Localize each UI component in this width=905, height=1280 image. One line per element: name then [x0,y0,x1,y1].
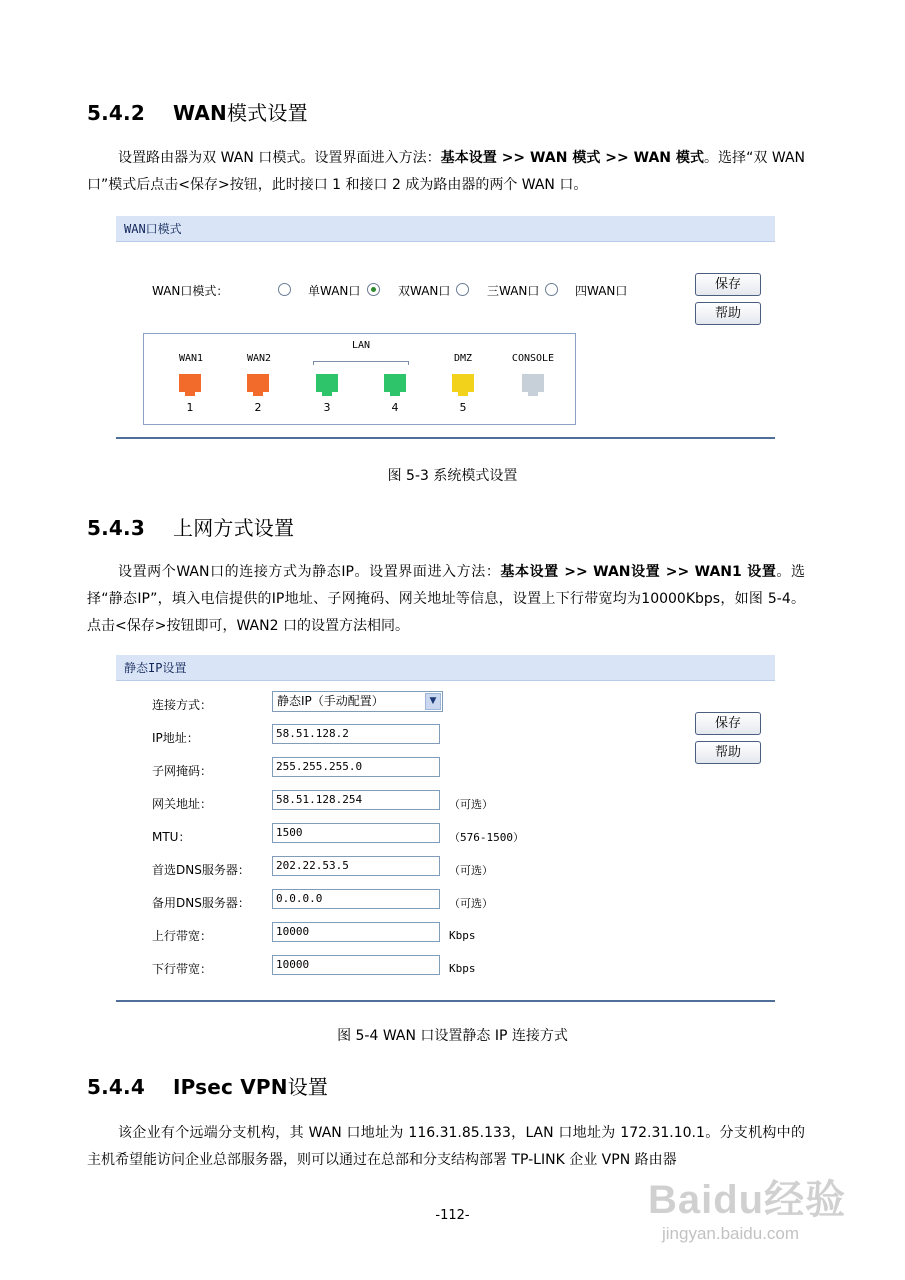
primary-dns-input[interactable]: 202.22.53.5 [272,856,440,876]
port-number: 4 [391,401,399,414]
port-number: 3 [323,401,331,414]
upstream-bandwidth-label: 上行带宽： [152,929,213,943]
save-button[interactable]: 保存 [695,712,761,735]
chevron-down-icon[interactable]: ▼ [425,693,441,710]
watermark-brand: Baidu经验 [648,1178,847,1222]
radio-dual-wan[interactable] [367,283,380,296]
section-heading-544 [87,1071,328,1100]
section-number: 5.4.3 [87,516,145,540]
menu-path: 基本设置 >> WAN设置 >> WAN1 设置 [500,564,777,580]
section-title-en: WAN [173,101,227,125]
secondary-dns-input[interactable]: 0.0.0.0 [272,889,440,909]
lan-bracket [313,361,409,365]
radio-quad-wan[interactable] [545,283,558,296]
conn-type-value: 静态IP（手动配置） [277,694,384,708]
ethernet-port-icon [384,374,406,392]
help-button[interactable]: 帮助 [695,302,761,325]
downstream-bandwidth-label: 下行带宽： [152,962,213,976]
section-title-en: IPsec VPN [173,1075,288,1099]
primary-dns-label: 首选DNS服务器： [152,863,250,877]
downstream-unit: Kbps [449,962,476,975]
section-title-cn: 设置 [287,1075,329,1099]
subnet-mask-label: 子网掩码： [152,764,213,778]
watermark-url: jingyan.baidu.com [662,1224,800,1243]
save-button[interactable]: 保存 [695,273,761,296]
port-label-wan2: WAN2 [246,353,272,364]
section-heading-543 [87,512,294,541]
option-quad-wan: 四WAN口 [575,284,628,298]
secondary-dns-hint: （可选） [449,897,493,910]
wan-mode-label: WAN口模式： [152,284,229,298]
figure-caption-5-3: 图 5-3 系统模式设置 [387,468,518,484]
mtu-input[interactable]: 1500 [272,823,440,843]
conn-type-select[interactable] [272,691,443,712]
secondary-dns-label: 备用DNS服务器： [152,896,250,910]
ip-address-input[interactable]: 58.51.128.2 [272,724,440,744]
downstream-bandwidth-input[interactable]: 10000 [272,955,440,975]
upstream-unit: Kbps [449,929,476,942]
paragraph-543: 设置两个WAN口的连接方式为静态IP。设置界面进入方法：基本设置 >> WAN设置 >> WAN1 设置。选择“静态IP”，填入电信提供的IP地址、子网掩码、网关地址等信息，设置上下行带宽均为10000Kbps，如图 5-4。点击<保存>按钮即可，WAN2 口的设置方法相同。 [87,564,805,634]
radio-triple-wan[interactable] [456,283,469,296]
section-title: 上网方式设置 [173,516,295,540]
ip-address-label: IP地址： [152,731,199,745]
figure-caption-5-4: 图 5-4 WAN 口设置静态 IP 连接方式 [337,1028,568,1044]
port-number: 2 [254,401,262,414]
port-number: 5 [459,401,467,414]
gateway-label: 网关地址： [152,797,213,811]
subnet-mask-input[interactable]: 255.255.255.0 [272,757,440,777]
port-label-dmz: DMZ [453,353,473,364]
upstream-bandwidth-input[interactable]: 10000 [272,922,440,942]
gateway-hint: （可选） [449,798,493,811]
section-title-cn: 模式设置 [226,101,308,125]
panel-footer-rule [116,437,775,439]
primary-dns-hint: （可选） [449,864,493,877]
ethernet-port-icon [179,374,201,392]
section-heading-542 [87,97,308,126]
wan-mode-panel-header: WAN口模式 [116,216,775,242]
conn-type-label: 连接方式： [152,698,213,712]
ethernet-port-icon [316,374,338,392]
panel-footer-rule [116,1000,775,1002]
menu-path: 基本设置 >> WAN 模式 >> WAN 模式 [440,150,704,166]
gateway-input[interactable]: 58.51.128.254 [272,790,440,810]
section-number: 5.4.2 [87,101,145,125]
option-triple-wan: 三WAN口 [487,284,540,298]
baidu-watermark [640,1160,870,1260]
mtu-hint: （576-1500） [449,831,524,844]
option-single-wan: 单WAN口 [308,284,361,298]
ethernet-port-icon [247,374,269,392]
option-dual-wan: 双WAN口 [398,284,451,298]
console-port-icon [522,374,544,392]
paragraph-544: 该企业有个远端分支机构，其 WAN 口地址为 116.31.85.133，LAN 口地址为 172.31.10.1。分支机构中的主机希望能访问企业总部服务器，则可以通过在总部和分支结构部署 TP-LINK 企业 VPN 路由器 [87,1125,805,1168]
port-number: 1 [186,401,194,414]
port-group-lan-label: LAN [351,340,371,351]
paragraph-542: 设置路由器为双 WAN 口模式。设置界面进入方法：基本设置 >> WAN 模式 >> WAN 模式。选择“双 WAN 口”模式后点击<保存>按钮，此时接口 1 和接口 2 成为路由器的两个 WAN 口。 [87,150,805,193]
page-number: -112- [435,1208,470,1223]
port-label-console: CONSOLE [511,353,555,364]
mtu-label: MTU： [152,830,191,844]
section-number: 5.4.4 [87,1075,145,1099]
port-label-wan1: WAN1 [178,353,204,364]
radio-single-wan[interactable] [278,283,291,296]
help-button[interactable]: 帮助 [695,741,761,764]
static-ip-panel-header: 静态IP设置 [116,655,775,681]
ethernet-port-icon [452,374,474,392]
